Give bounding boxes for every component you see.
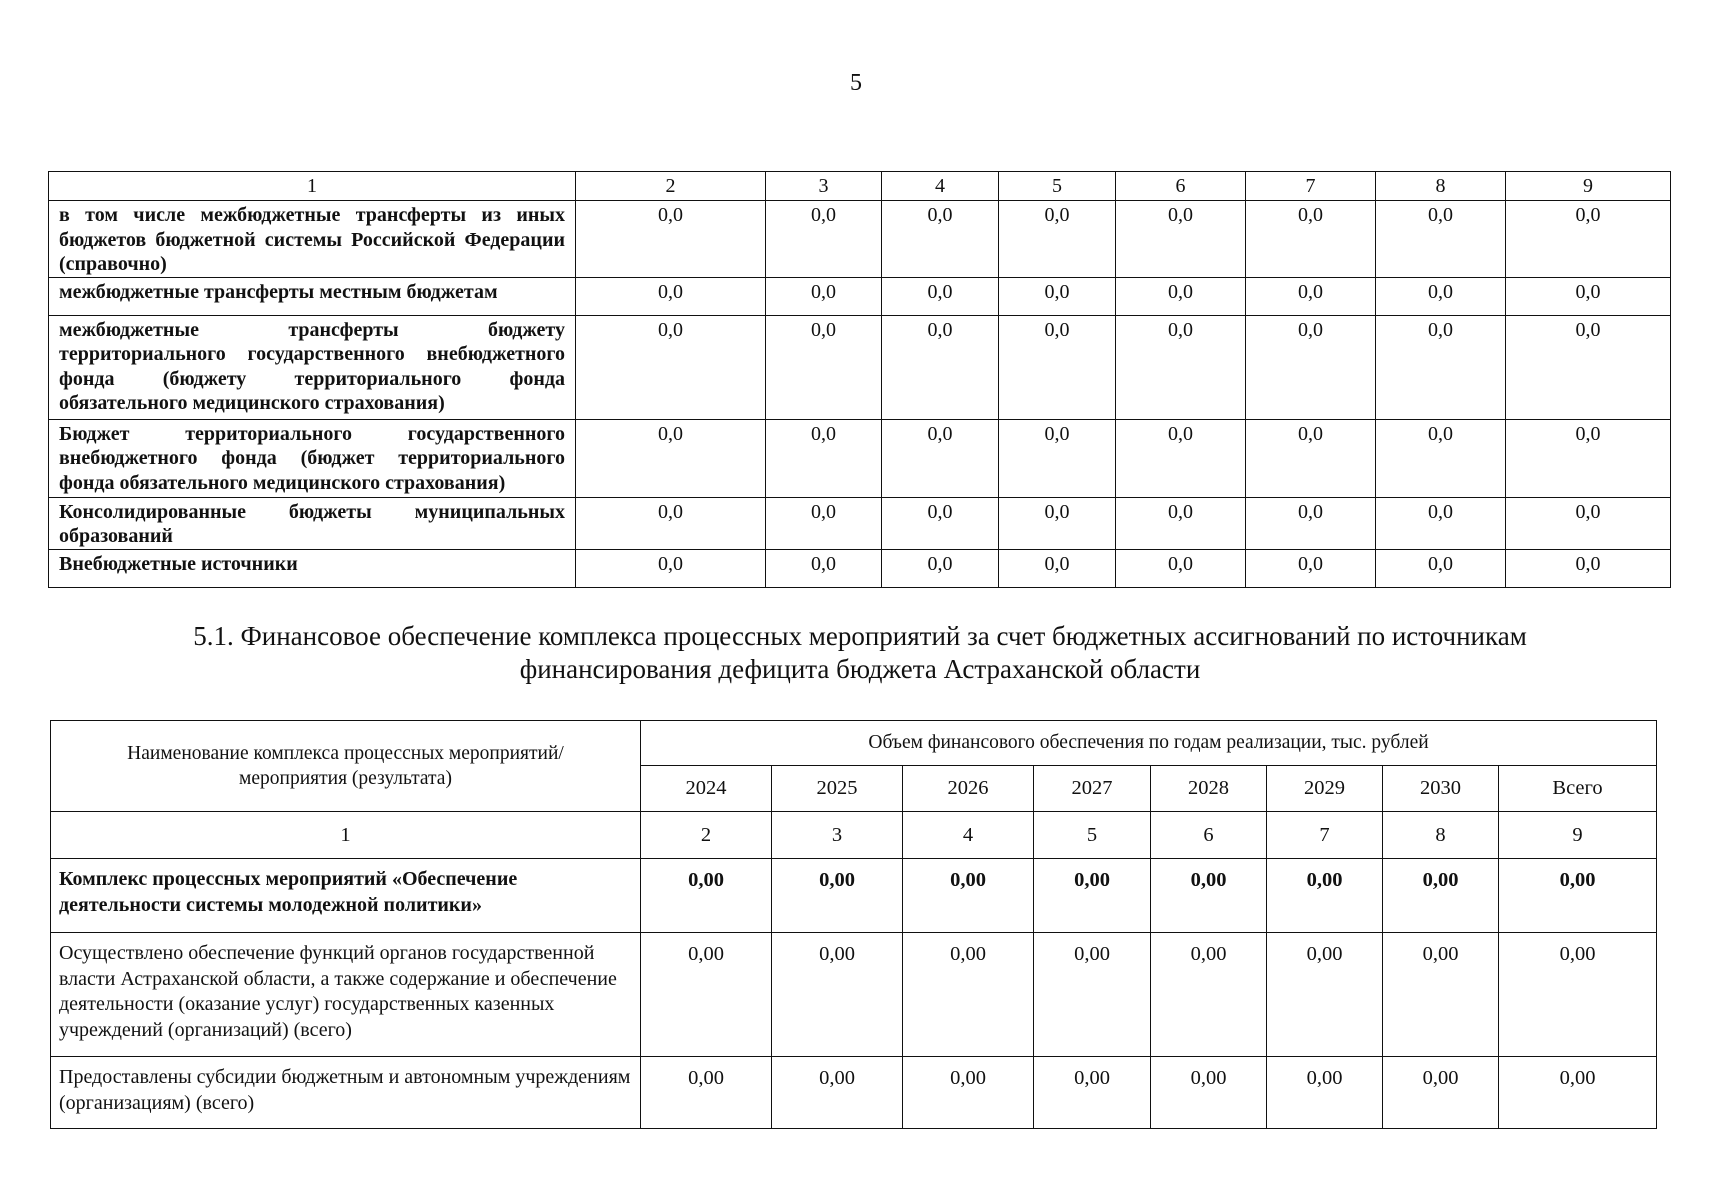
column-number: 4 [882,172,999,201]
cell-value: 0,00 [1499,859,1657,933]
cell-value: 0,0 [766,497,882,549]
cell-value: 0,0 [1376,277,1506,315]
cell-value: 0,0 [882,277,999,315]
cell-value: 0,0 [1506,419,1671,497]
table-row [51,933,1657,1057]
header-row [51,721,1657,766]
cell-value: 0,0 [1376,497,1506,549]
row-name: в том числе межбюджетные трансферты из иных бюджетов бюджетной системы Российской Федерации (справочно) [49,201,576,278]
cell-value: 0,00 [641,859,772,933]
table-row [49,549,1671,587]
column-number: 2 [641,812,772,859]
cell-value: 0,0 [882,201,999,278]
total-header: Всего [1499,766,1657,812]
year-header: 2029 [1267,766,1383,812]
cell-value: 0,0 [1116,201,1246,278]
row-name: Бюджет территориального государственного внебюджетного фонда (бюджет территориального фонда обязательного медицинского страхования) [49,419,576,497]
cell-value: 0,0 [999,549,1116,587]
table-row [49,419,1671,497]
section-title-line: финансирования дефицита бюджета Астраханской области [519,654,1201,684]
cell-value: 0,0 [576,549,766,587]
column-number: 1 [49,172,576,201]
cell-value: 0,00 [1151,859,1267,933]
column-number-row [51,812,1657,859]
year-header: 2025 [772,766,903,812]
row-name: Внебюджетные источники [49,549,576,587]
cell-value: 0,00 [641,1057,772,1129]
cell-value: 0,0 [1116,549,1246,587]
row-name: межбюджетные трансферты местным бюджетам [49,277,576,315]
name-column-header: Наименование комплекса процессных мероприятий/мероприятия (результата) [51,721,641,812]
cell-value: 0,0 [576,497,766,549]
cell-value: 0,0 [1506,201,1671,278]
cell-value: 0,0 [1376,419,1506,497]
column-number: 5 [1034,812,1151,859]
cell-value: 0,0 [999,419,1116,497]
cell-value: 0,0 [1376,549,1506,587]
cell-value: 0,0 [766,419,882,497]
cell-value: 0,0 [999,201,1116,278]
cell-value: 0,0 [1246,497,1376,549]
column-number: 5 [999,172,1116,201]
table-row [51,1057,1657,1129]
cell-value: 0,00 [1383,1057,1499,1129]
cell-value: 0,0 [999,497,1116,549]
cell-value: 0,0 [1246,549,1376,587]
row-name: Комплекс процессных мероприятий «Обеспечение деятельности системы молодежной политики» [51,859,641,933]
row-name: Консолидированные бюджеты муниципальных образований [49,497,576,549]
cell-value: 0,0 [999,277,1116,315]
column-number: 6 [1151,812,1267,859]
cell-value: 0,00 [903,859,1034,933]
cell-value: 0,00 [1499,1057,1657,1129]
cell-value: 0,0 [1246,201,1376,278]
column-number: 3 [772,812,903,859]
column-number: 9 [1506,172,1671,201]
cell-value: 0,0 [882,497,999,549]
column-number: 6 [1116,172,1246,201]
cell-value: 0,00 [1383,933,1499,1057]
column-number: 4 [903,812,1034,859]
cell-value: 0,0 [576,419,766,497]
cell-value: 0,0 [1506,315,1671,419]
cell-value: 0,00 [1267,1057,1383,1129]
cell-value: 0,0 [1506,277,1671,315]
cell-value: 0,00 [641,933,772,1057]
table-row [49,277,1671,315]
volume-group-header: Объем финансового обеспечения по годам реализации, тыс. рублей [641,721,1657,766]
page-number: 5 [850,70,862,96]
cell-value: 0,00 [772,1057,903,1129]
cell-value: 0,00 [1499,933,1657,1057]
cell-value: 0,00 [903,933,1034,1057]
cell-value: 0,0 [882,315,999,419]
column-number: 8 [1383,812,1499,859]
year-header: 2024 [641,766,772,812]
cell-value: 0,0 [882,549,999,587]
cell-value: 0,0 [1376,201,1506,278]
row-name: Осуществлено обеспечение функций органов государственной власти Астраханской области, а также содержание и обеспечение деятельности (оказание услуг) государственных казенных учреждений (организаций) (всего) [51,933,641,1057]
column-number: 7 [1246,172,1376,201]
table-row [49,315,1671,419]
cell-value: 0,0 [1246,277,1376,315]
year-header: 2030 [1383,766,1499,812]
cell-value: 0,0 [1246,315,1376,419]
cell-value: 0,00 [772,933,903,1057]
year-header: 2027 [1034,766,1151,812]
column-number: 3 [766,172,882,201]
cell-value: 0,0 [1376,315,1506,419]
cell-value: 0,00 [1151,1057,1267,1129]
cell-value: 0,00 [1034,933,1151,1057]
cell-value: 0,0 [1506,497,1671,549]
column-number: 1 [51,812,641,859]
cell-value: 0,0 [766,201,882,278]
cell-value: 0,0 [1116,315,1246,419]
cell-value: 0,0 [576,315,766,419]
table-row [49,201,1671,278]
cell-value: 0,0 [576,201,766,278]
year-header: 2028 [1151,766,1267,812]
cell-value: 0,00 [1267,933,1383,1057]
cell-value: 0,0 [766,549,882,587]
cell-value: 0,0 [882,419,999,497]
cell-value: 0,0 [766,277,882,315]
column-number-row [49,172,1671,201]
column-number: 7 [1267,812,1383,859]
cell-value: 0,00 [1267,859,1383,933]
cell-value: 0,0 [1116,277,1246,315]
cell-value: 0,00 [1034,1057,1151,1129]
cell-value: 0,0 [999,315,1116,419]
financing-table [50,720,1657,1129]
cell-value: 0,00 [772,859,903,933]
cell-value: 0,0 [1246,419,1376,497]
cell-value: 0,0 [1116,419,1246,497]
row-name: Предоставлены субсидии бюджетным и автономным учреждениям (организациям) (всего) [51,1057,641,1129]
section-title-line: 5.1. Финансовое обеспечение комплекса процессных мероприятий за счет бюджетных ассигнований по источникам [193,621,1527,651]
cell-value: 0,00 [903,1057,1034,1129]
cell-value: 0,0 [766,315,882,419]
cell-value: 0,0 [576,277,766,315]
cell-value: 0,00 [1034,859,1151,933]
cell-value: 0,0 [1116,497,1246,549]
column-number: 8 [1376,172,1506,201]
cell-value: 0,00 [1151,933,1267,1057]
cell-value: 0,0 [1506,549,1671,587]
continued-budget-table [48,171,1671,588]
table-row [49,497,1671,549]
table-row [51,859,1657,933]
column-number: 9 [1499,812,1657,859]
column-number: 2 [576,172,766,201]
cell-value: 0,00 [1383,859,1499,933]
row-name: межбюджетные трансферты бюджету территориального государственного внебюджетного фонда (бюджету территориального фонда обязательного медицинского страхования) [49,315,576,419]
year-header: 2026 [903,766,1034,812]
section-title [100,620,1620,686]
